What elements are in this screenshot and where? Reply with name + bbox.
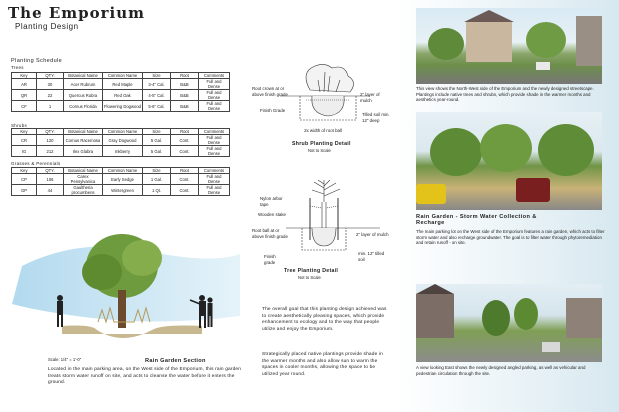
cell: Full and Dense <box>199 135 230 146</box>
cell: Cont. <box>171 135 199 146</box>
cell: QR <box>12 90 37 101</box>
photo-rain-garden <box>416 112 602 210</box>
col-header: Size <box>143 73 171 79</box>
cell: Cornus Florida <box>64 101 103 112</box>
tree-label-nylon: Nylon arbor tape <box>260 196 283 207</box>
col-header: Common Name <box>103 73 143 79</box>
cell: 5 Gal. <box>143 146 171 157</box>
cell: 30 <box>37 79 64 90</box>
goal-paragraph-1: The overall goal that this planting design achieved was to create aesthetically pleasing spaces, which provide enhancement to ecology and to the way that people utilize and enjoy the Emporium. <box>262 307 387 332</box>
rain-garden-heading: Rain Garden - Storm Water Collection & Recharge <box>416 214 537 226</box>
cell: Full and Dense <box>199 101 230 112</box>
col-header: Botanical Name <box>64 168 103 174</box>
table-row <box>12 101 230 112</box>
page-title: The Emporium <box>8 4 146 22</box>
cell: Ilex Glabra <box>64 146 103 157</box>
cell: Full and Dense <box>199 146 230 157</box>
cell: Wintergreen <box>103 185 143 196</box>
cell: CP <box>12 174 37 185</box>
grasses-table <box>11 167 230 196</box>
tree-label-rootball: Root ball at or above finish grade <box>252 228 288 239</box>
trees-table <box>11 72 230 112</box>
shrubs-label: Shrubs <box>11 123 28 128</box>
col-header: Key <box>12 73 37 79</box>
person-icon <box>57 295 63 327</box>
cell: Gaultheria procumbens <box>64 185 103 196</box>
cell: B&B <box>171 101 199 112</box>
col-header: Comments <box>199 73 230 79</box>
table-row <box>12 135 230 146</box>
col-header: QTY. <box>37 73 64 79</box>
col-header: Size <box>143 168 171 174</box>
table-row <box>12 185 230 196</box>
tree-detail-scale: Not to Scale <box>298 275 321 280</box>
cell: Quercus Rubra <box>64 90 103 101</box>
col-header: Botanical Name <box>64 73 103 79</box>
cell: Acer Rubrum <box>64 79 103 90</box>
cell: CF <box>12 101 37 112</box>
cell: Flowering Dogwood <box>103 101 143 112</box>
col-header: Common Name <box>103 129 143 135</box>
cell: Full and Dense <box>199 174 230 185</box>
cell: Cont. <box>171 174 199 185</box>
grasses-label: Grasses & Perennials <box>11 161 61 166</box>
rain-garden-section-drawing <box>2 226 242 356</box>
cell: 3-4" Cal. <box>143 79 171 90</box>
photo-caption-3: A view looking East shows the newly designed angled parking, as well as vehicular and pedestrian circulation through the site. <box>416 365 586 376</box>
cell: 4-5" Cal. <box>143 90 171 101</box>
cell: 106 <box>37 174 64 185</box>
shrub-label-width: 2x width of root ball <box>304 128 342 133</box>
col-header: QTY. <box>37 129 64 135</box>
col-header: Botanical Name <box>64 129 103 135</box>
cell: B&B <box>171 90 199 101</box>
shrub-label-finish: Finish Grade <box>260 108 286 113</box>
person-icon <box>207 297 212 327</box>
tree-label-tilled: min. 12" tilled soil <box>358 251 385 262</box>
cell: 5 Gal. <box>143 135 171 146</box>
photo-caption-1: This view shows the North-West side of the Emporium and the newly designed streetscape. Plantings include native trees and shrubs, which provide shade in the warmer months and aesthetics year-round. <box>416 86 594 102</box>
col-header: Common Name <box>103 168 143 174</box>
cell: 1 <box>37 101 64 112</box>
cell: IG <box>12 146 37 157</box>
cell: CR <box>12 135 37 146</box>
col-header: Root <box>171 168 199 174</box>
trees-label: Trees <box>11 65 24 70</box>
cell: 120 <box>37 135 64 146</box>
photo-streetscape <box>416 8 602 84</box>
col-header: Size <box>143 129 171 135</box>
cell: B&B <box>171 79 199 90</box>
goal-paragraph-2: Strategically placed native plantings provide shade in the warmer months and also allow sun to warm the spaces in cooler months, allowing the space to be utilized year round. <box>262 352 383 377</box>
shrub-label-mulch: 2" layer of mulch <box>360 92 380 103</box>
shrub-icon <box>280 64 370 120</box>
shrub-detail-title: Shrub Planting Detail <box>292 141 351 147</box>
col-header: Key <box>12 129 37 135</box>
col-header: QTY. <box>37 168 64 174</box>
table-row <box>12 90 230 101</box>
cell: Cont. <box>171 185 199 196</box>
cell: Early Sedge <box>103 174 143 185</box>
table-row <box>12 174 230 185</box>
cell: Cornus Racemosa <box>64 135 103 146</box>
col-header: Comments <box>199 129 230 135</box>
col-header: Root <box>171 129 199 135</box>
col-header: Root <box>171 73 199 79</box>
cell: 22 <box>37 90 64 101</box>
section-text: Located in the main parking area, on the West side of the Emporium, this rain garden treats storm water runoff on site, and acts to cleanse the water before it enters the ground. <box>48 367 242 386</box>
cell: Full and Dense <box>199 185 230 196</box>
shrubs-table <box>11 128 230 157</box>
tree-detail-drawing <box>284 180 384 260</box>
photo-angled-parking <box>416 284 602 362</box>
col-header: Comments <box>199 168 230 174</box>
cell: Inkberry <box>103 146 143 157</box>
cell: 5-6" Cal. <box>143 101 171 112</box>
tree-detail-title: Tree Planting Detail <box>284 268 339 274</box>
cell: Full and Dense <box>199 79 230 90</box>
section-title: Rain Garden Section <box>145 358 206 364</box>
col-header: Key <box>12 168 37 174</box>
cell: 1 Qt. <box>143 185 171 196</box>
tree-label-finish: Finish grade <box>264 254 276 265</box>
cell: Gray Dogwood <box>103 135 143 146</box>
shrub-detail-scale: Not to Scale <box>308 148 331 153</box>
tree-label-mulch: 2" layer of mulch <box>356 232 389 237</box>
schedule-title: Planting Schedule <box>11 58 63 64</box>
cell: Red Oak <box>103 90 143 101</box>
cell: Cont. <box>171 146 199 157</box>
table-row <box>12 146 230 157</box>
cell: AR <box>12 79 37 90</box>
cell: 212 <box>37 146 64 157</box>
cell: 44 <box>37 185 64 196</box>
page-subtitle: Planting Design <box>15 22 79 31</box>
table-row <box>12 79 230 90</box>
ground-section <box>62 326 202 339</box>
cell: Red Maple <box>103 79 143 90</box>
tree-label-stake: Wooden stake <box>258 212 286 217</box>
cell: Full and Dense <box>199 90 230 101</box>
shrub-label-root-crown: Root crown at or above finish grade <box>252 86 288 97</box>
cell: 1 Gal. <box>143 174 171 185</box>
shrub-label-tilled: Tilled soil min. 12" deep <box>362 112 390 123</box>
cell: GP <box>12 185 37 196</box>
photo-caption-2: The main parking lot on the West side of the Emporium features a rain garden, which acts to filter storm water and also recharge groundwater. The goal is to filter water through phytoremediation and retain runoff - on site. <box>416 229 605 245</box>
tree-icon <box>286 180 380 250</box>
section-scale: Scale: 1/4" = 1'-0" <box>48 357 82 362</box>
cell: Carex Pensylvanica <box>64 174 103 185</box>
